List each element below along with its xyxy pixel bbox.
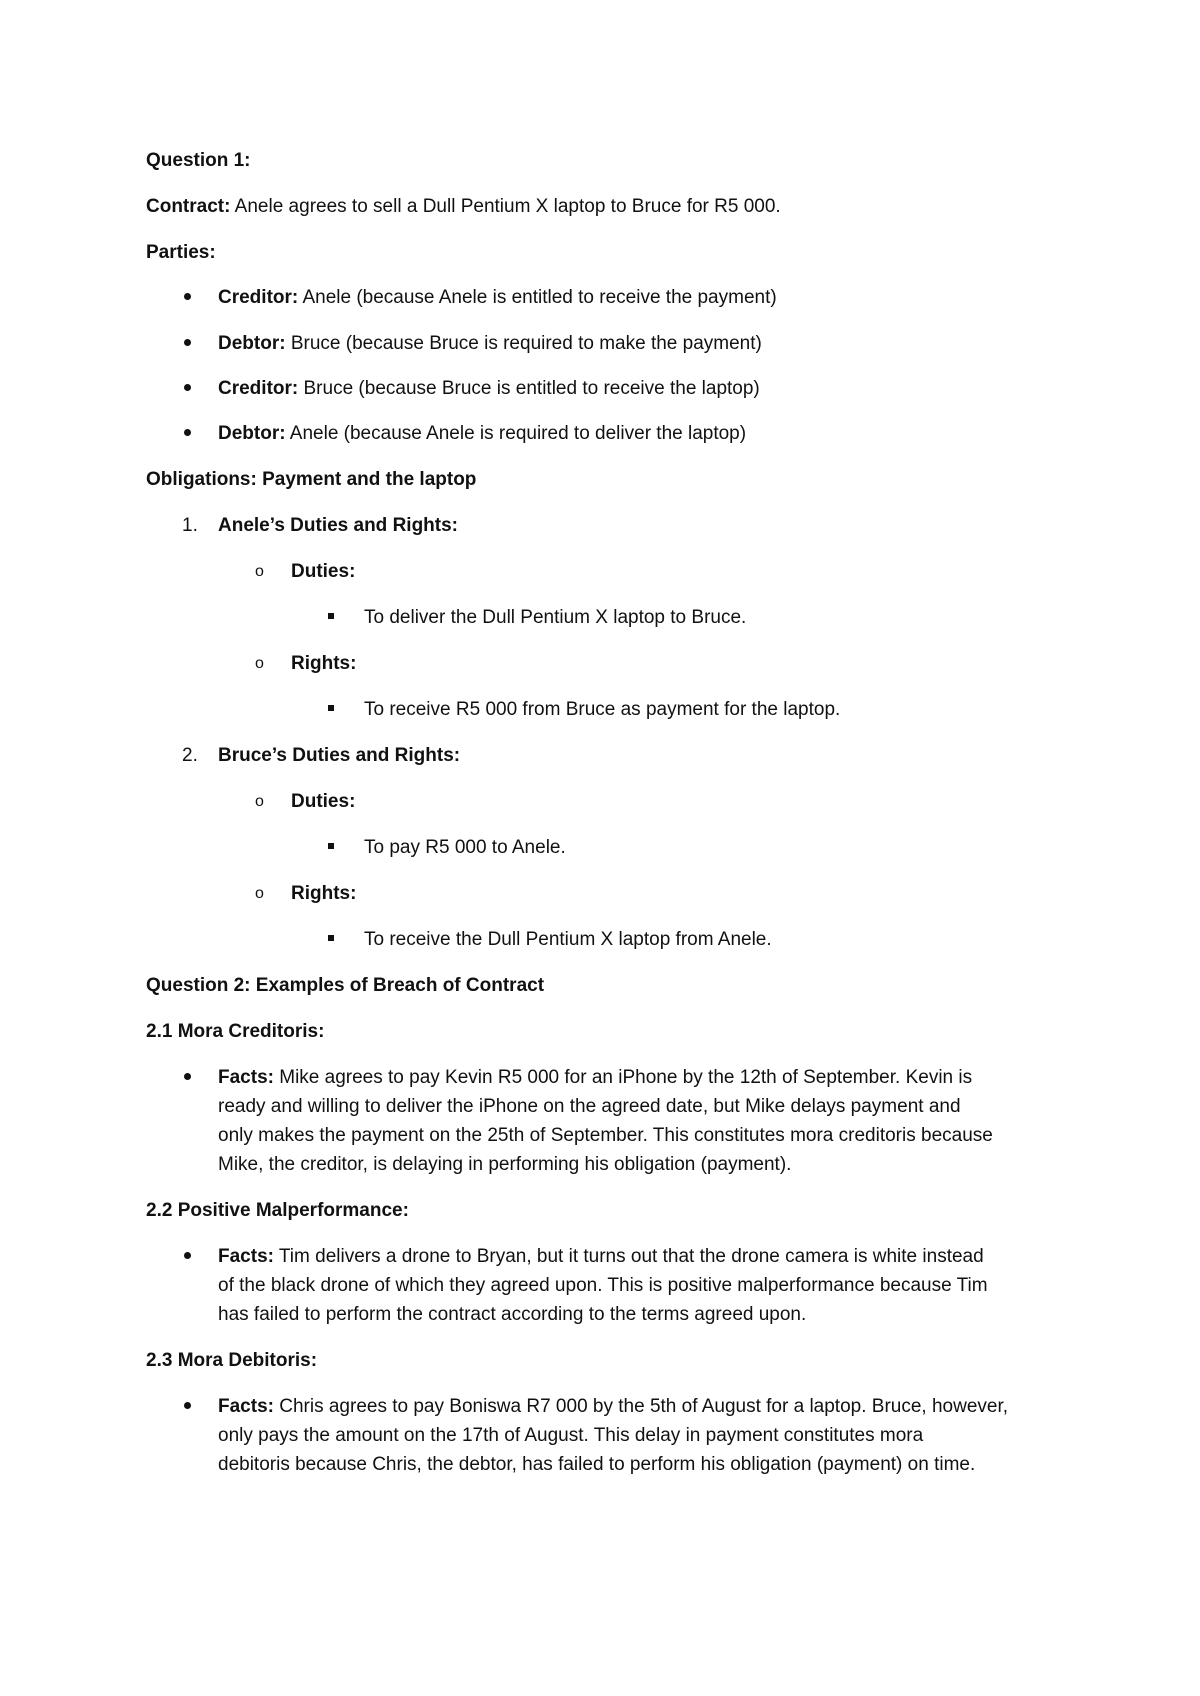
bullet-icon	[184, 1252, 191, 1259]
duties-label: Duties:	[291, 791, 356, 812]
duty-item: To deliver the Dull Pentium X laptop to Bruce.	[364, 607, 747, 628]
example-facts	[218, 1063, 1068, 1179]
square-bullet-icon	[328, 705, 334, 711]
facts-line	[218, 1242, 1068, 1271]
bullet-icon	[184, 339, 191, 346]
facts-line: has failed to perform the contract according to the terms agreed upon.	[218, 1304, 807, 1325]
party-role: Creditor:	[218, 287, 299, 308]
party-item	[218, 283, 777, 312]
duties-label: Duties:	[291, 561, 356, 582]
party-item	[218, 329, 762, 358]
party-desc: Anele (because Anele is required to deliver the laptop)	[285, 423, 747, 444]
facts-text: Mike agrees to pay Kevin R5 000 for an iPhone by the 12th of September. Kevin is	[273, 1067, 973, 1088]
bullet-icon	[184, 1402, 191, 1409]
facts-text: Tim delivers a drone to Bryan, but it turns out that the drone camera is white instead	[273, 1246, 984, 1267]
example-heading: 2.1 Mora Creditoris:	[146, 1021, 325, 1042]
party-desc: Bruce (because Bruce is entitled to receive the laptop)	[298, 378, 760, 399]
facts-line: of the black drone of which they agreed upon. This is positive malperformance because Tim	[218, 1275, 988, 1296]
square-bullet-icon	[328, 935, 334, 941]
obligations-label: Obligations: Payment and the laptop	[146, 469, 477, 490]
right-item: To receive R5 000 from Bruce as payment for the laptop.	[364, 699, 841, 720]
duty-item: To pay R5 000 to Anele.	[364, 837, 566, 858]
example-heading: 2.2 Positive Malperformance:	[146, 1200, 409, 1221]
bullet-icon	[184, 384, 191, 391]
party-item	[218, 374, 760, 403]
example-facts	[218, 1242, 1068, 1329]
party-item	[218, 419, 746, 448]
example-facts	[218, 1392, 1068, 1479]
circle-bullet-icon: o	[255, 885, 264, 902]
facts-line	[218, 1063, 1068, 1092]
right-item: To receive the Dull Pentium X laptop from Anele.	[364, 929, 772, 950]
list-number: 1.	[182, 515, 198, 536]
example-heading: 2.3 Mora Debitoris:	[146, 1350, 318, 1371]
bullet-icon	[184, 429, 191, 436]
contract-text: Anele agrees to sell a Dull Pentium X laptop to Bruce for R5 000.	[230, 196, 781, 217]
bullet-icon	[184, 293, 191, 300]
contract-label: Contract:	[146, 196, 231, 217]
contract-line	[146, 192, 781, 221]
party-role: Debtor:	[218, 423, 286, 444]
facts-line: only makes the payment on the 25th of September. This constitutes mora creditoris because	[218, 1125, 993, 1146]
party-desc: Anele (because Anele is entitled to receive the payment)	[298, 287, 777, 308]
question-2-title: Question 2: Examples of Breach of Contract	[146, 975, 545, 996]
rights-label: Rights:	[291, 883, 357, 904]
circle-bullet-icon: o	[255, 793, 264, 810]
facts-line: ready and willing to deliver the iPhone on the agreed date, but Mike delays payment and	[218, 1096, 961, 1117]
party-role: Debtor:	[218, 333, 286, 354]
facts-line	[218, 1392, 1068, 1421]
facts-text: Chris agrees to pay Boniswa R7 000 by the 5th of August for a laptop. Bruce, however,	[273, 1396, 1009, 1417]
circle-bullet-icon: o	[255, 563, 264, 580]
section-title: Anele’s Duties and Rights:	[218, 515, 458, 536]
facts-label: Facts:	[218, 1246, 274, 1267]
facts-line: only pays the amount on the 17th of August. This delay in payment constitutes mora	[218, 1425, 924, 1446]
circle-bullet-icon: o	[255, 655, 264, 672]
party-role: Creditor:	[218, 378, 299, 399]
section-title: Bruce’s Duties and Rights:	[218, 745, 461, 766]
square-bullet-icon	[328, 613, 334, 619]
rights-label: Rights:	[291, 653, 357, 674]
facts-line: Mike, the creditor, is delaying in performing his obligation (payment).	[218, 1154, 792, 1175]
party-desc: Bruce (because Bruce is required to make the payment)	[285, 333, 762, 354]
list-number: 2.	[182, 745, 198, 766]
facts-label: Facts:	[218, 1067, 274, 1088]
question-1-title: Question 1:	[146, 150, 251, 171]
parties-label: Parties:	[146, 242, 216, 263]
facts-label: Facts:	[218, 1396, 274, 1417]
bullet-icon	[184, 1073, 191, 1080]
facts-line: debitoris because Chris, the debtor, has failed to perform his obligation (payment) on time.	[218, 1454, 976, 1475]
square-bullet-icon	[328, 843, 334, 849]
